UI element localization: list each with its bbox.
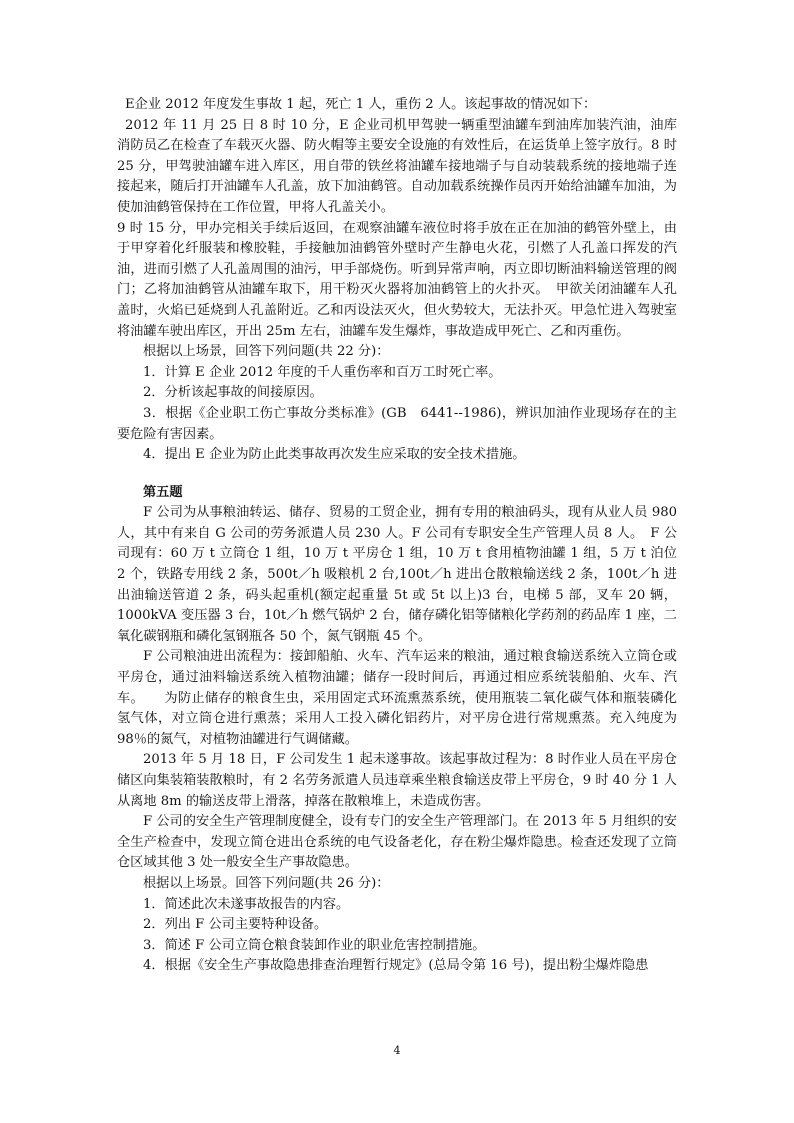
case-e-question-1: 1．计算 E 企业 2012 年度的千人重伤率和百万工时死亡率。 [143, 364, 502, 380]
case-f-question-3: 3．简述 F 公司立筒仓粮食装卸作业的职业危害控制措施。 [143, 937, 486, 953]
case-f-paragraph: F 公司的安全生产管理制度健全，设有专门的安全生产管理部门。在 2013 年 5 月组织的安全生产检查中，发现立简仓进出仓系统的电气设备老化，存在粉尘爆炸隐患。检查还发现了立筒仓区域其他 3 处一般安全生产事故隐患。 [117, 814, 677, 871]
page-number: 4 [393, 1044, 401, 1057]
case-e-paragraph: 2012 年 11 月 25 日 8 时 10 分，E 企业司机甲驾驶一辆重型油罐车到油库加装汽油，油库消防员乙在检查了车载灭火器、防火帽等主要安全设施的有效性后，在运货单上签字放行。8 时 25 分，甲驾驶油罐车进入库区，用自带的铁丝将油罐车接地端子与自动装载系统的接地端子连接起来，随后打开油罐车人孔盖，放下加油鹤管。自动加载系统操作员丙开始给油罐车加油，为使加油鹤管保持在工作位置，甲将人孔盖关小。 [117, 117, 677, 215]
case-f-question-4: 4．根据《安全生产事故隐患排查治理暂行规定》(总局令第 16 号)，提出粉尘爆炸隐患 [143, 958, 649, 974]
case-e-question-4: 4．提出 E 企业为防止此类事故再次发生应采取的安全技术措施。 [143, 447, 526, 463]
case-f-paragraph: F 公司为从事粮油转运、储存、贸易的工贸企业，拥有专用的粮油码头，现有从业人员 980 人，其中有来自 G 公司的劳务派遣人员 230 人。F 公司有专职安全生产管理人员 8 人。 F 公司现有：60 万 t 立筒仓 1 组，10 万 t 平房仓 1 组，10 万 t 食用植物油罐 1 组，5 万 t 泊位 2 个，铁路专用线 2 条，500t／h 吸粮机 2 台,100t／h 进出仓散粮输送线 2 条，100t／h 进出油输送管道 2 条，码头起重机(额定起重量 5t 或 5t 以上)3 台，电梯 5 部，叉车 20 辆，1000kVA 变压器 3 台，10t／h 燃气锅炉 2 台，储存磷化铝等储粮化学药剂的药品库 1 座，二氧化碳钢瓶和磷化氢钢瓶各 50 个，氮气钢瓶 45 个。 [117, 505, 677, 644]
section-spacer [117, 466, 677, 483]
case-f-paragraph: F 公司粮油进出流程为：接卸船舶、火车、汽车运来的粮油，通过粮食输送系统入立筒仓或平房仓，通过油料输送系统入植物油罐；储存一段时间后，再通过相应系统装船舶、火车、汽车。 为防止储存的粮食生虫，采用固定式环流熏蒸系统，使用瓶装二氧化碳气体和瓶装磷化氢气体，对立筒仓进行熏蒸；采用人工投入磷化铝药片，对平房仓进行常规熏蒸。充入纯度为 98％的氮气，对植物油罐进行气调储藏。 [117, 649, 677, 747]
case-e-summary: E企业 2012 年度发生事故 1 起，死亡 1 人，重伤 2 人。该起事故的情况如下： [125, 97, 597, 112]
case-f-prompt: 根据以上场景。回答下列问题(共 26 分)： [143, 875, 390, 891]
case-e-paragraph: 9 时 15 分，甲办完相关手续后返回，在观察油罐车液位时将手放在正在加油的鹤管外壁上，由于甲穿着化纤服装和橡胶鞋，手接触加油鹤管外壁时产生静电火花，引燃了人孔盖口挥发的汽油，进而引燃了人孔盖周围的油污，甲手部烧伤。听到异常声响，丙立即切断油料输送管理的阀门；乙将加油鹤管从油罐车取下，用干粉灭火器将加油鹤管上的火扑灭。 甲欲关闭油罐车人孔盖时，火焰已延烧到人孔盖附近。乙和丙设法灭火，但火势较大，无法扑灭。甲急忙进入驾驶室将油罐车驶出库区，开出 25m 左右，油罐车发生爆炸，事故造成甲死亡、乙和丙重伤。 [117, 220, 677, 339]
case-e-prompt: 根据以上场景，回答下列问题(共 22 分)： [143, 344, 390, 360]
section-title: 第五题 [143, 484, 183, 500]
case-f-question-1: 1．简述此次未遂事故报告的内容。 [143, 896, 350, 912]
document-body [117, 95, 677, 977]
case-f-paragraph: 2013 年 5 月 18 日，F 公司发生 1 起未遂事故。该起事故过程为：8 时作业人员在平房仓储区向集装箱装散粮时，有 2 名劳务派遣人员违章乘坐粮食输送皮带上平房仓，9 时 40 分 1 人从离地 8m 的输送皮带上滑落，掉落在散粮堆上，未造成伤害。 [117, 752, 677, 809]
case-f-question-2: 2．列出 F 公司主要特种设备。 [143, 917, 328, 933]
case-e-question-2: 2．分析该起事故的间接原因。 [143, 385, 323, 401]
case-e-question-3: 3．根据《企业职工伤亡事故分类标准》(GB 6441--1986)，辨识加油作业现场存在的主要危险有害因素。 [117, 405, 677, 442]
